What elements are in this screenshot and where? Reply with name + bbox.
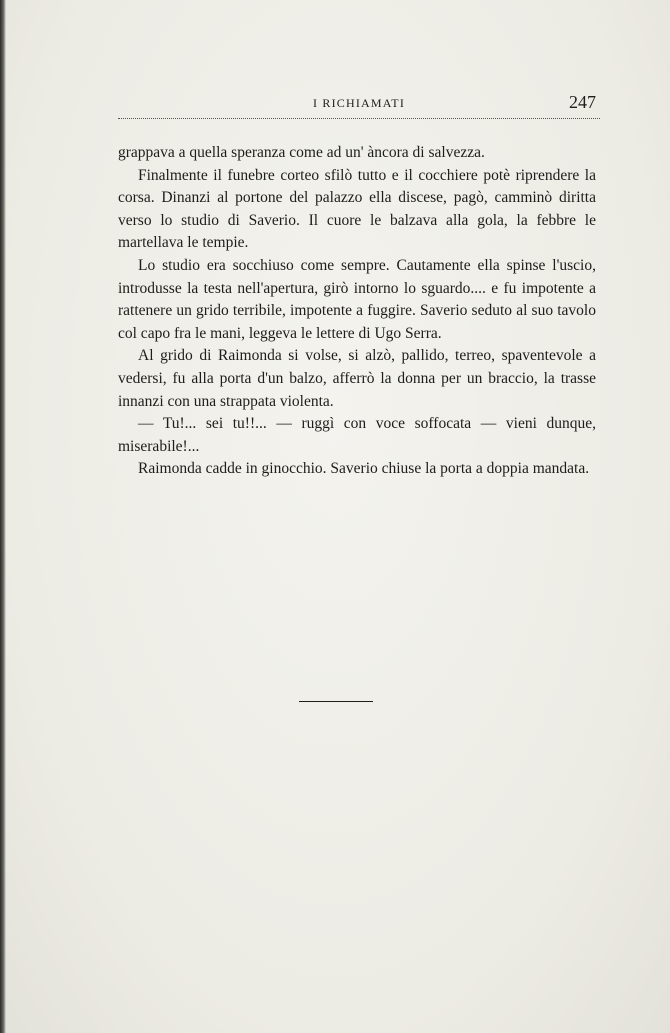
paragraph: Lo studio era socchiuso come sempre. Cautamente ella spinse l'uscio, introdusse la testa nell'apertura, girò intorno lo sguardo.... e fu impotente a rattenere un grido terribile, impotente a fuggire. Saverio seduto al suo tavolo col capo fra le mani, leggeva le lettere di Ugo Serra. [118, 256, 596, 342]
chapter-end-rule [299, 701, 373, 702]
paragraph-continuation: grappava a quella speranza come ad un' àncora di salvezza. [118, 144, 485, 161]
paragraph: Finalmente il funebre corteo sfilò tutto e il cocchiere potè riprendere la corsa. Dinanzi al portone del palazzo ella discese, pagò, camminò diritta verso lo studio di Saverio. Il cuore le balzava alla gola, la febbre le martellava le tempie. [118, 166, 596, 252]
header-rule [118, 118, 600, 119]
body-text [118, 142, 596, 481]
paragraph-dialogue: — Tu!... sei tu!!... — ruggì con voce soffocata — vieni dunque, miserabile!... [118, 415, 596, 455]
running-title: I RICHIAMATI [312, 96, 406, 110]
page-binding-edge [0, 0, 6, 1033]
page-header [118, 92, 600, 124]
page-number: 247 [569, 92, 596, 112]
paragraph: Al grido di Raimonda si volse, si alzò, pallido, terreo, spaventevole a vedersi, fu alla porta d'un balzo, afferrò la donna per un braccio, la trasse innanzi con una strappata violenta. [118, 347, 596, 410]
paragraph: Raimonda cadde in ginocchio. Saverio chiuse la porta a doppia mandata. [138, 460, 590, 478]
